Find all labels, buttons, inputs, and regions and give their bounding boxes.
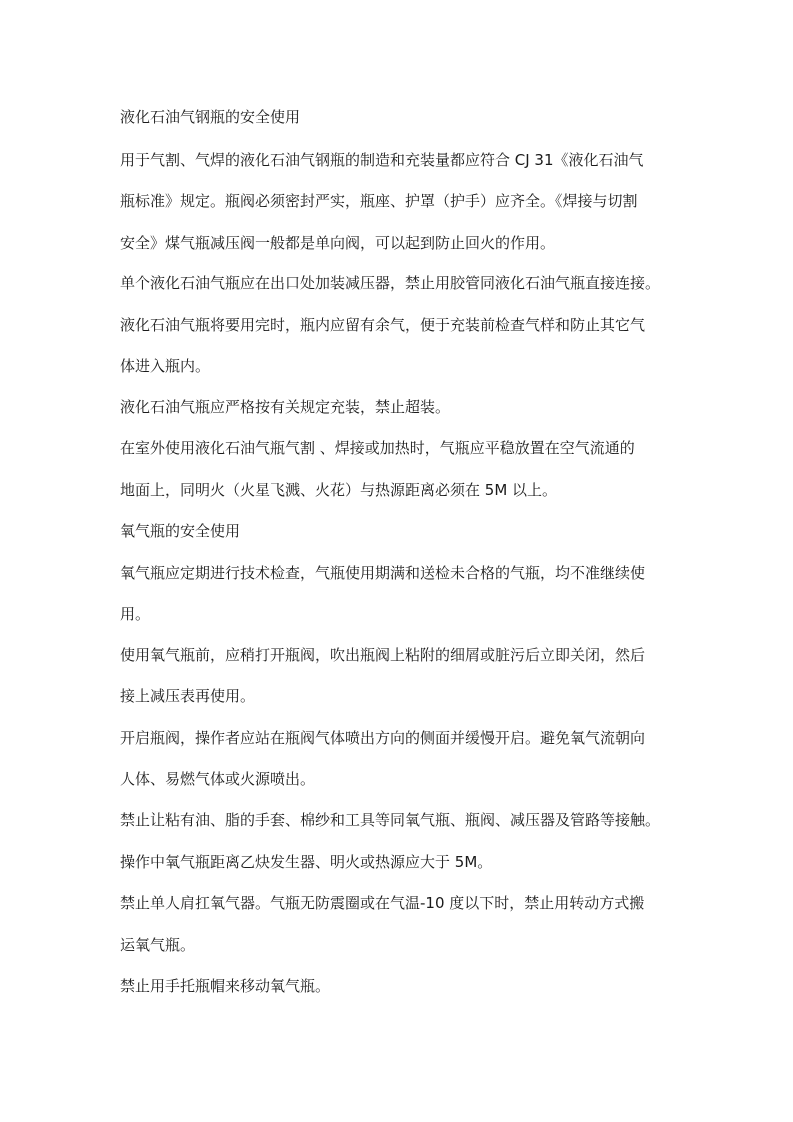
paragraph-line: 用于气割、气焊的液化石油气钢瓶的制造和充装量都应符合 CJ 31《液化石油气 bbox=[120, 151, 644, 169]
heading-oxygen-cylinder: 氧气瓶的安全使用 bbox=[120, 522, 241, 540]
paragraph-line: 操作中氧气瓶距离乙炔发生器、明火或热源应大于 5M。 bbox=[120, 853, 493, 871]
paragraph-line: 在室外使用液化石油气瓶气割 、焊接或加热时，气瓶应平稳放置在空气流通的 bbox=[120, 439, 635, 457]
paragraph-line: 氧气瓶应定期进行技术检查，气瓶使用期满和送检未合格的气瓶，均不准继续使 bbox=[120, 564, 646, 582]
paragraph-line: 地面上，同明火（火星飞溅、火花）与热源距离必须在 5M 以上。 bbox=[120, 481, 558, 499]
paragraph-line: 安全》煤气瓶减压阀一般都是单向阀，可以起到防止回火的作用。 bbox=[120, 234, 556, 252]
paragraph-line: 运氧气瓶。 bbox=[120, 936, 196, 954]
paragraph-line: 用。 bbox=[120, 605, 151, 623]
paragraph-line: 接上减压表再使用。 bbox=[120, 687, 256, 705]
paragraph-line: 瓶标准》规定。瓶阀必须密封严实，瓶座、护罩（护手）应齐全。《焊接与切割 bbox=[120, 192, 638, 210]
paragraph-line: 单个液化石油气瓶应在出口处加装减压器，禁止用胶管同液化石油气瓶直接连接。 bbox=[120, 274, 661, 292]
paragraph-line: 人体、易燃气体或火源喷出。 bbox=[120, 770, 316, 788]
paragraph-line: 禁止用手托瓶帽来移动氧气瓶。 bbox=[120, 977, 331, 995]
paragraph-line: 体进入瓶内。 bbox=[120, 357, 211, 375]
paragraph-line: 液化石油气瓶将要用完时，瓶内应留有余气，便于充装前检查气样和防止其它气 bbox=[120, 316, 646, 334]
paragraph-line: 禁止单人肩扛氧气器。气瓶无防震圈或在气温-10 度以下时，禁止用转动方式搬 bbox=[120, 894, 645, 912]
heading-lpg-cylinder: 液化石油气钢瓶的安全使用 bbox=[120, 108, 301, 126]
paragraph-line: 禁止让粘有油、脂的手套、棉纱和工具等同氧气瓶、瓶阀、减压器及管路等接触。 bbox=[120, 811, 661, 829]
paragraph-line: 使用氧气瓶前，应稍打开瓶阀，吹出瓶阀上粘附的细屑或脏污后立即关闭，然后 bbox=[120, 646, 646, 664]
paragraph-line: 液化石油气瓶应严格按有关规定充装，禁止超装。 bbox=[120, 398, 451, 416]
paragraph-line: 开启瓶阀，操作者应站在瓶阀气体喷出方向的侧面并缓慢开启。避免氧气流朝向 bbox=[120, 729, 646, 747]
